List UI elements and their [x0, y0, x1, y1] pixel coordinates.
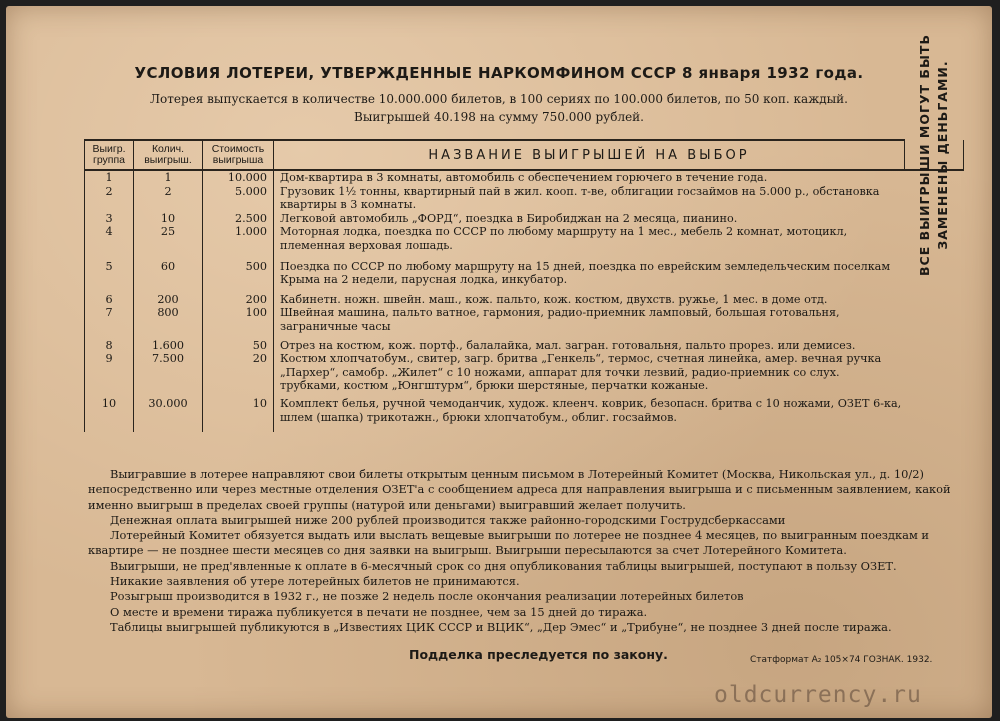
table-row: [85, 212, 964, 226]
table-row: [85, 393, 964, 432]
row-cost: 100: [203, 306, 274, 333]
row-description: Дом-квартира в 3 комнаты, автомобиль с обеспечением горючего в течение года.: [274, 170, 905, 185]
row-cost: 1.000: [203, 225, 274, 252]
row-description: Кабинетн. ножн. швейн. маш., кож. пальто, кож. костюм, двухств. ружье, 1 мес. в доме отд.: [274, 287, 905, 307]
row-group: 3: [85, 212, 134, 226]
row-count: 60: [134, 253, 203, 287]
table-row: [85, 253, 964, 287]
row-description: Швейная машина, пальто ватное, гармония, радио-приемник ламповый, большая готовальня, заграничные часы: [274, 306, 905, 333]
table-row: [85, 334, 964, 353]
row-count: 10: [134, 212, 203, 226]
row-description: Костюм хлопчатобум., свитер, загр. бритва „Генкель“, термос, счетная линейка, амер. вечная ручка „Пархер“, самобр. „Жилет“ с 10 ножами, аппарат для точки лезвий, радио-приемник со слух. трубками, костюм „Юнгштурм“, брюки шерстяные, перчатки кожаные.: [274, 352, 905, 393]
row-cost: 10: [203, 393, 274, 432]
row-description: Отрез на костюм, кож. портф., балалайка, мал. загран. готовальня, пальто прорез. или демисез.: [274, 334, 905, 353]
row-group: 8: [85, 334, 134, 353]
row-cost: 10.000: [203, 170, 274, 185]
subtitle-prize-total: Выигрышей 40.198 на сумму 750.000 рублей.: [354, 110, 644, 124]
row-description: Поездка по СССР по любому маршруту на 15 дней, поездка по еврейским земледельческим поселкам Крыма на 2 недели, парусная лодка, инкубатор.: [274, 253, 905, 287]
rule-paragraph: Розыгрыш производится в 1932 г., не позже 2 недель после окончания реализации лотерейных билетов: [110, 589, 744, 604]
row-group: 6: [85, 287, 134, 307]
row-description: Моторная лодка, поездка по СССР по любому маршруту на 1 мес., мебель 2 комнат, мотоцикл, племенная верховая лошадь.: [274, 225, 905, 252]
prize-table-header: [85, 140, 964, 170]
row-cost: 20: [203, 352, 274, 393]
side-note: [905, 33, 964, 276]
lottery-rules-text: [88, 467, 978, 635]
row-description: Комплект белья, ручной чемоданчик, худож. клеенч. коврик, безопасн. бритва с 10 ножами, ОЗЕТ 6-ка, шлем (шапка) трикотажн., брюки хлопчатобум., облиг. госзаймов.: [274, 393, 905, 432]
table-row: [85, 170, 964, 185]
row-description: Легковой автомобиль „ФОРД“, поездка в Биробиджан на 2 месяца, пианино.: [274, 212, 905, 226]
rule-paragraph: Лотерейный Комитет обязуется выдать или выслать вещевые выигрыши по лотерее не позднее 4 месяцев, по выигранным поездкам и квартире — не позднее шести месяцев со дня заявки на выигрыш. Выигрыши пересылаются за счет Лотерейного Комитета.: [88, 528, 930, 558]
row-group: 2: [85, 185, 134, 212]
header-count: Колич. выигрыш.: [134, 140, 203, 170]
table-row: [85, 306, 964, 333]
row-group: 10: [85, 393, 134, 432]
rule-paragraph: Никакие заявления об утере лотерейных билетов не принимаются.: [110, 574, 520, 589]
row-group: 1: [85, 170, 134, 185]
side-note-line-2: ЗАМЕНЕНЫ ДЕНЬГАМИ.: [935, 59, 950, 250]
row-count: 800: [134, 306, 203, 333]
row-count: 1: [134, 170, 203, 185]
row-cost: 500: [203, 253, 274, 287]
row-cost: 200: [203, 287, 274, 307]
rule-paragraph: Денежная оплата выигрышей ниже 200 рублей производится также районно-городскими Гострудсберкассами: [110, 512, 786, 527]
row-group: 5: [85, 253, 134, 287]
subtitle-ticket-count: Лотерея выпускается в количестве 10.000.000 билетов, в 100 сериях по 100.000 билетов, по 50 коп. каждый.: [150, 92, 848, 106]
row-count: 200: [134, 287, 203, 307]
header-prize-name: НАЗВАНИЕ ВЫИГРЫШЕЙ НА ВЫБОР: [274, 140, 905, 170]
header-group: Выигр. группа: [85, 140, 134, 170]
row-group: 4: [85, 225, 134, 252]
site-watermark: oldcurrency.ru: [714, 682, 922, 708]
lottery-ticket-back: [6, 6, 992, 718]
row-cost: 50: [203, 334, 274, 353]
table-row: [85, 352, 964, 393]
table-row: [85, 185, 964, 212]
rule-paragraph: Выигравшие в лотерее направляют свои билеты открытым ценным письмом в Лотерейный Комитет (Москва, Никольская ул., д. 10/2) непосредственно или через местные отделения ОЗЕТ'а с сообщением адреса для направления выигрыша и с письменным заявлением, какой именно выигрыш в пределах своей группы (натурой или деньгами) выигравший желает получить.: [88, 467, 951, 512]
forgery-warning: Подделка преследуется по закону.: [409, 647, 668, 662]
row-count: 30.000: [134, 393, 203, 432]
page-title: УСЛОВИЯ ЛОТЕРЕИ, УТВЕРЖДЕННЫЕ НАРКОМФИНОМ СССР 8 января 1932 года.: [134, 64, 864, 82]
row-cost: 5.000: [203, 185, 274, 212]
row-count: 25: [134, 225, 203, 252]
row-group: 9: [85, 352, 134, 393]
row-count: 2: [134, 185, 203, 212]
header-cost: Стоимость выигрыша: [203, 140, 274, 170]
row-count: 7.500: [134, 352, 203, 393]
rule-paragraph: О месте и времени тиража публикуется в печати не позднее, чем за 15 дней до тиража.: [110, 604, 648, 619]
table-row: [85, 287, 964, 307]
row-count: 1.600: [134, 334, 203, 353]
row-group: 7: [85, 306, 134, 333]
row-description: Грузовик 1½ тонны, квартирный пай в жил. кооп. т-ве, облигации госзаймов на 5.000 р., обстановка квартиры в 3 комнаты.: [274, 185, 905, 212]
table-row: [85, 225, 964, 252]
row-cost: 2.500: [203, 212, 274, 226]
rule-paragraph: Выигрыши, не пред'явленные к оплате в 6-месячный срок со дня опубликования таблицы выигрышей, поступают в пользу ОЗЕТ.: [110, 558, 897, 573]
rule-paragraph: Таблицы выигрышей публикуются в „Известиях ЦИК СССР и ВЦИК“, „Дер Эмес“ и „Трибуне“, не позднее 3 дней после тиража.: [110, 619, 892, 634]
printer-imprint: Статформат А₂ 105×74 ГОЗНАК. 1932.: [750, 655, 933, 665]
side-note-line-1: ВСЕ ВЫИГРЫШИ МОГУТ БЫТЬ: [917, 33, 932, 276]
